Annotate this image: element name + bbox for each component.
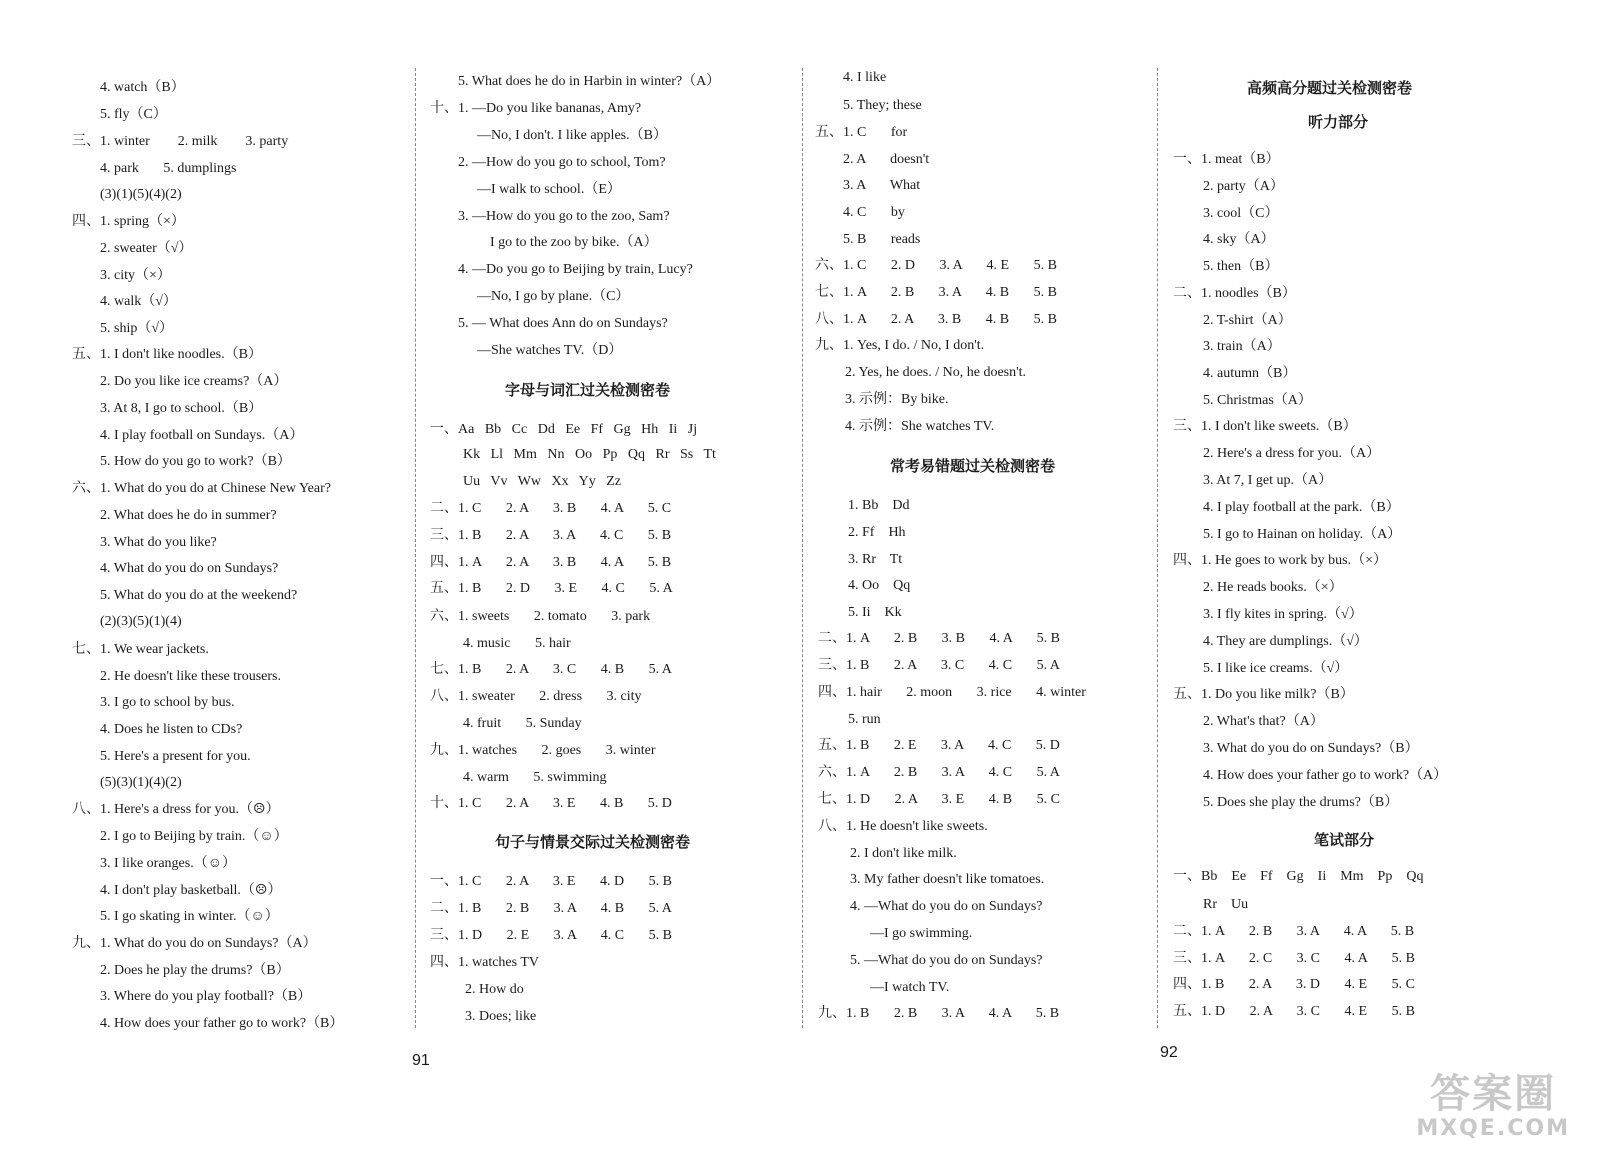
section-heading: 高频高分题过关检测密卷	[1247, 79, 1413, 97]
answer-line: 六、1. sweets 2. tomato 3. park	[430, 609, 651, 624]
answer-line: 三、1. B 2. A 3. C 4. C 5. A	[818, 658, 1060, 673]
answer-line: 一、1. C 2. A 3. E 4. D 5. B	[430, 874, 672, 889]
section-heading: 听力部分	[1308, 113, 1369, 131]
answer-line: 四、1. B 2. A 3. D 4. E 5. C	[1173, 977, 1415, 992]
answer-line: 3. A What	[843, 178, 921, 193]
answer-line: 2. I don't like milk.	[850, 846, 957, 861]
answer-line: 3. Where do you play football?（B）	[100, 989, 312, 1004]
answer-line: 5. I go to Hainan on holiday.（A）	[1203, 527, 1402, 542]
answer-line: 二、1. B 2. B 3. A 4. B 5. A	[430, 901, 672, 916]
answer-line: 六、1. A 2. B 3. A 4. C 5. A	[818, 765, 1060, 780]
answer-line: 1. Bb Dd	[848, 498, 910, 513]
answer-line: 3. Does; like	[465, 1009, 537, 1024]
answer-line: (3)(1)(5)(4)(2)	[100, 187, 182, 202]
answer-line: 四、1. spring（×）	[72, 214, 185, 229]
answer-line: 三、1. A 2. C 3. C 4. A 5. B	[1173, 951, 1415, 966]
column-divider	[802, 68, 803, 1028]
answer-line: 5. They; these	[843, 98, 922, 113]
answer-line: (5)(3)(1)(4)(2)	[100, 775, 182, 790]
answer-line: 五、1. Do you like milk?（B）	[1173, 687, 1354, 702]
section-heading: 句子与情景交际过关检测密卷	[495, 833, 691, 851]
answer-line: 4. What do you do on Sundays?	[100, 561, 279, 576]
answer-line: —No, I go by plane.（C）	[477, 289, 630, 304]
column-divider	[415, 68, 416, 1028]
answer-line: —I walk to school.（E）	[477, 182, 621, 197]
answer-line: 4. park 5. dumplings	[100, 161, 237, 176]
answer-line: 4. Oo Qq	[848, 578, 911, 593]
answer-line: 4. How does your father go to work?（A）	[1203, 768, 1448, 783]
answer-line: 3. What do you do on Sundays?（B）	[1203, 741, 1419, 756]
answer-line: 2. What does he do in summer?	[100, 508, 277, 523]
answer-line: 4. I play football at the park.（B）	[1203, 500, 1400, 515]
answer-line: 六、1. What do you do at Chinese New Year?	[72, 481, 331, 496]
answer-line: 3. 示例：By bike.	[845, 392, 949, 407]
answer-line: 三、1. I don't like sweets.（B）	[1173, 419, 1357, 434]
answer-line: 三、1. B 2. A 3. A 4. C 5. B	[430, 528, 672, 543]
answer-line: 一、Aa Bb Cc Dd Ee Ff Gg Hh Ii Jj	[430, 422, 698, 437]
answer-line: 3. cool（C）	[1203, 206, 1279, 221]
answer-line: 4. sky（A）	[1203, 232, 1275, 247]
answer-line: 4. How does your father go to work?（B）	[100, 1016, 344, 1031]
answer-line: 2. A doesn't	[843, 152, 930, 167]
answer-line: 3. At 7, I get up.（A）	[1203, 473, 1333, 488]
answer-line: 3. Rr Tt	[848, 552, 903, 567]
answer-line: 2. He doesn't like these trousers.	[100, 669, 281, 684]
answer-line: 5. fly（C）	[100, 107, 167, 122]
answer-line: 4. They are dumplings.（√）	[1203, 634, 1368, 649]
answer-line: 九、1. B 2. B 3. A 4. A 5. B	[818, 1006, 1060, 1021]
answer-line: 3. I go to school by bus.	[100, 695, 235, 710]
section-heading: 常考易错题过关检测密卷	[890, 457, 1056, 475]
answer-line: 2. T-shirt（A）	[1203, 313, 1292, 328]
answer-line: (2)(3)(5)(1)(4)	[100, 614, 182, 629]
answer-line: 四、1. He goes to work by bus.（×）	[1173, 553, 1387, 568]
answer-line: 四、1. A 2. A 3. B 4. A 5. B	[430, 555, 672, 570]
answer-line: 三、1. winter 2. milk 3. party	[72, 134, 289, 149]
answer-line: 5. then（B）	[1203, 259, 1279, 274]
answer-line: 3. I fly kites in spring.（√）	[1203, 607, 1363, 622]
answer-line: 一、Bb Ee Ff Gg Ii Mm Pp Qq	[1173, 869, 1424, 884]
answer-line: 2. What's that?（A）	[1203, 714, 1324, 729]
answer-line: 5. —What do you do on Sundays?	[850, 953, 1043, 968]
answer-line: 五、1. C for	[815, 125, 908, 140]
answer-line: 4. I don't play basketball.（☹）	[100, 883, 282, 898]
answer-line: 4. C by	[843, 205, 905, 220]
answer-line: 2. Does he play the drums?（B）	[100, 963, 290, 978]
answer-line: 3. train（A）	[1203, 339, 1281, 354]
answer-line: 十、1. —Do you like bananas, Amy?	[430, 101, 642, 116]
answer-line: —I go swimming.	[870, 926, 973, 941]
answer-line: 八、1. A 2. A 3. B 4. B 5. B	[815, 312, 1057, 327]
answer-line: 2. He reads books.（×）	[1203, 580, 1343, 595]
answer-line: 七、1. A 2. B 3. A 4. B 5. B	[815, 285, 1057, 300]
answer-line: 5. B reads	[843, 232, 921, 247]
answer-line: 七、1. D 2. A 3. E 4. B 5. C	[818, 792, 1060, 807]
answer-line: —No, I don't. I like apples.（B）	[477, 128, 667, 143]
page-number-left: 91	[412, 1052, 430, 1069]
answer-line: —She watches TV.（D）	[477, 343, 623, 358]
answer-line: 七、1. We wear jackets.	[72, 642, 209, 657]
answer-line: 5. I go skating in winter.（☺）	[100, 909, 279, 924]
answer-line: 3. My father doesn't like tomatoes.	[850, 872, 1045, 887]
answer-line: 八、1. Here's a dress for you.（☹）	[72, 802, 280, 817]
answer-line: 2. I go to Beijing by train.（☺）	[100, 829, 288, 844]
answer-line: 2. Do you like ice creams?（A）	[100, 374, 288, 389]
answer-line: 2. party（A）	[1203, 179, 1284, 194]
answer-line: 4. watch（B）	[100, 80, 185, 95]
answer-line: 五、1. B 2. E 3. A 4. C 5. D	[818, 738, 1060, 753]
answer-line: 八、1. sweater 2. dress 3. city	[430, 689, 642, 704]
answer-line: 4. I play football on Sundays.（A）	[100, 428, 304, 443]
page-number-right: 92	[1160, 1044, 1178, 1061]
answer-line: 三、1. D 2. E 3. A 4. C 5. B	[430, 928, 672, 943]
answer-line: 5. Does she play the drums?（B）	[1203, 795, 1399, 810]
answer-line: Kk Ll Mm Nn Oo Pp Qq Rr Ss Tt	[463, 447, 716, 462]
answer-line: Rr Uu	[1203, 897, 1249, 912]
answer-line: 二、1. noodles（B）	[1173, 286, 1296, 301]
answer-line: 4. warm 5. swimming	[463, 770, 607, 785]
section-heading: 字母与词汇过关检测密卷	[505, 381, 671, 399]
answer-line: 4. —Do you go to Beijing by train, Lucy?	[458, 262, 693, 277]
answer-line: 2. Yes, he does. / No, he doesn't.	[845, 365, 1027, 380]
answer-line: 九、1. Yes, I do. / No, I don't.	[815, 338, 985, 353]
answer-line: 2. —How do you go to school, Tom?	[458, 155, 666, 170]
answer-line: 4. autumn（B）	[1203, 366, 1297, 381]
answer-line: 四、1. hair 2. moon 3. rice 4. winter	[818, 685, 1086, 700]
answer-line: 3. At 8, I go to school.（B）	[100, 401, 263, 416]
answer-line: 2. Ff Hh	[848, 525, 906, 540]
answer-line: 5. How do you go to work?（B）	[100, 454, 291, 469]
answer-line: 4. walk（√）	[100, 294, 177, 309]
answer-line: 5. Ii Kk	[848, 605, 902, 620]
answer-line: 5. run	[848, 712, 881, 727]
answer-line: 5. ship（√）	[100, 321, 174, 336]
answer-line: Uu Vv Ww Xx Yy Zz	[463, 474, 622, 489]
answer-line: 5. Here's a present for you.	[100, 749, 251, 764]
answer-line: 2. sweater（√）	[100, 241, 193, 256]
answer-line: 5. — What does Ann do on Sundays?	[458, 316, 668, 331]
answer-line: 四、1. watches TV	[430, 955, 539, 970]
answer-line: 五、1. D 2. A 3. C 4. E 5. B	[1173, 1004, 1415, 1019]
answer-line: 二、1. A 2. B 3. A 4. A 5. B	[1173, 924, 1415, 939]
answer-line: 五、1. I don't like noodles.（B）	[72, 347, 262, 362]
answer-line: 六、1. C 2. D 3. A 4. E 5. B	[815, 258, 1057, 273]
answer-line: 2. Here's a dress for you.（A）	[1203, 446, 1381, 461]
answer-line: 5. What do you do at the weekend?	[100, 588, 298, 603]
answer-line: 五、1. B 2. D 3. E 4. C 5. A	[430, 581, 673, 596]
answer-line: I go to the zoo by bike.（A）	[490, 235, 658, 250]
answer-line: 一、1. meat（B）	[1173, 152, 1280, 167]
answer-line: 3. —How do you go to the zoo, Sam?	[458, 209, 670, 224]
answer-line: 4. I like	[843, 70, 887, 85]
answer-line: 二、1. A 2. B 3. B 4. A 5. B	[818, 631, 1060, 646]
answer-line: 5. I like ice creams.（√）	[1203, 661, 1349, 676]
answer-line: 3. What do you like?	[100, 535, 217, 550]
section-heading: 笔试部分	[1314, 831, 1375, 849]
answer-line: 4. 示例：She watches TV.	[845, 419, 995, 434]
watermark	[1416, 1072, 1570, 1141]
answer-line: 九、1. What do you do on Sundays?（A）	[72, 936, 317, 951]
answer-line: 九、1. watches 2. goes 3. winter	[430, 743, 656, 758]
watermark-logo-text: 答案圈	[1430, 1071, 1557, 1117]
answer-line: 七、1. B 2. A 3. C 4. B 5. A	[430, 662, 672, 677]
column-divider	[1157, 68, 1158, 1028]
answer-line: 3. city（×）	[100, 268, 171, 283]
answer-line: 4. music 5. hair	[463, 636, 571, 651]
answer-line: 4. —What do you do on Sundays?	[850, 899, 1043, 914]
answer-line: 八、1. He doesn't like sweets.	[818, 819, 988, 834]
answer-line: 二、1. C 2. A 3. B 4. A 5. C	[430, 501, 672, 516]
answer-line: 4. Does he listen to CDs?	[100, 722, 243, 737]
watermark-url: MXQE.COM	[1416, 1116, 1570, 1141]
answer-line: 5. Christmas（A）	[1203, 393, 1312, 408]
answer-line: 2. How do	[465, 982, 524, 997]
answer-line: 十、1. C 2. A 3. E 4. B 5. D	[430, 796, 672, 811]
answer-line: 3. I like oranges.（☺）	[100, 856, 236, 871]
answer-line: 5. What does he do in Harbin in winter?（A）	[458, 74, 721, 89]
answer-line: —I watch TV.	[870, 980, 950, 995]
answer-line: 4. fruit 5. Sunday	[463, 716, 582, 731]
